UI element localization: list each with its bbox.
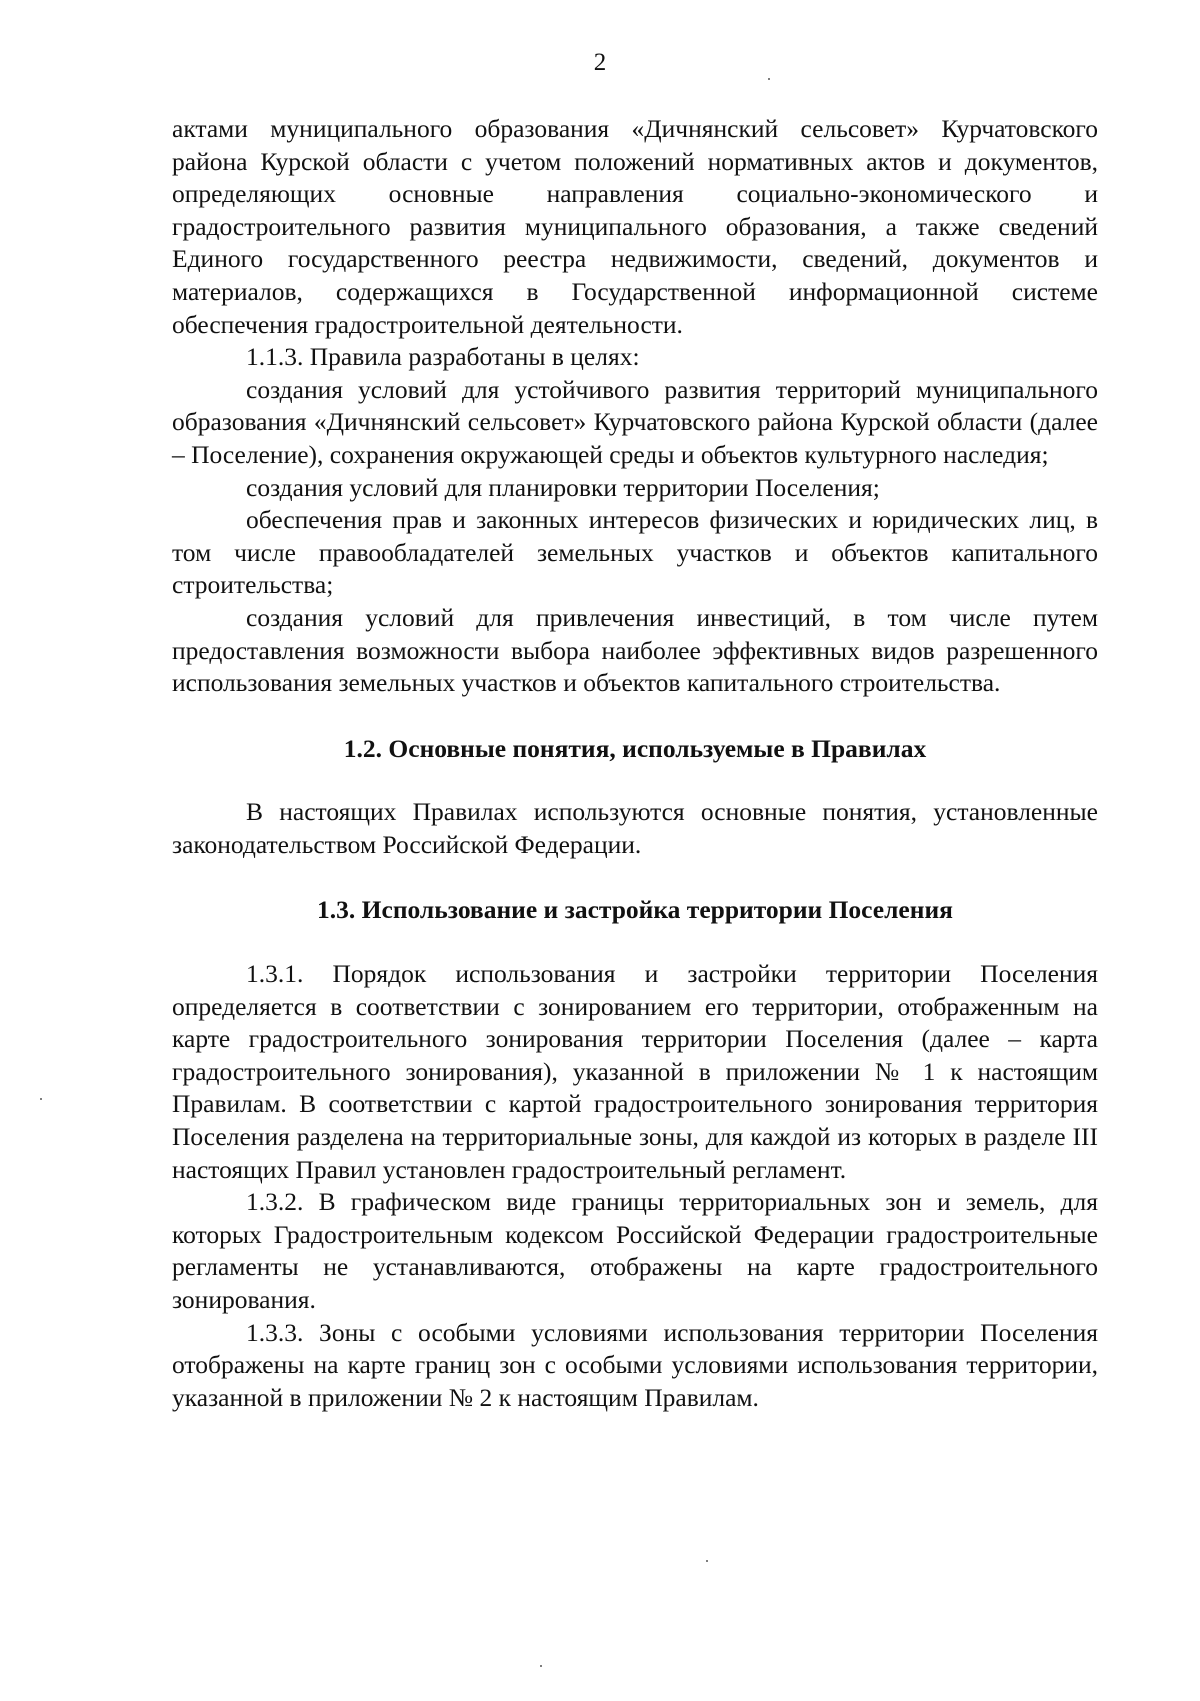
scan-speck	[768, 78, 770, 80]
section-spacer	[172, 927, 1098, 958]
goal-item: создания условий для планировки территории Поселения;	[246, 472, 880, 502]
clause-1-3-2: 1.3.2. В графическом виде границы территориальных зон и земель, для которых Градостроительным кодексом Российской Федерации градостроительные регламенты не устанавливаются, отображены на карте градостроительного зонирования.	[172, 1187, 1098, 1314]
scan-speck	[40, 1098, 42, 1100]
clause-1-3-1: 1.3.1. Порядок использования и застройки территории Поселения определяется в соответствии с зонированием его территории, отображенным на карте градостроительного зонирования территории Поселения (далее – карта градостроительного зонирования), указанной в приложении № 1 к настоящим Правилам. В соответствии с картой градостроительного зонирования территория Поселения разделена на территориальные зоны, для каждой из которых в разделе III настоящих Правил установлен градостроительный регламент.	[172, 959, 1098, 1184]
goal-item: создания условий для устойчивого развития территорий муниципального образования «Дичнянский сельсовет» Курчатовского района Курской области (далее – Поселение), сохранения окружающей среды и объектов культурного наследия;	[172, 374, 1098, 469]
clause-1-3-3: 1.3.3. Зоны с особыми условиями использования территории Поселения отображены на карте границ зон с особыми условиями использования территории, указанной в приложении № 2 к настоящим Правилам.	[172, 1317, 1098, 1412]
section-spacer	[172, 861, 1098, 894]
section-spacer	[172, 765, 1098, 796]
page-number: 2	[593, 49, 607, 76]
clause-1-1-3-lead: 1.1.3. Правила разработаны в целях:	[246, 342, 640, 372]
document-body	[172, 113, 1098, 1414]
goal-item: создания условий для привлечения инвестиций, в том числе путем предоставления возможности выбора наиболее эффективных видов разрешенного использования земельных участков и объектов капитального строительства.	[172, 602, 1098, 698]
goal-item: обеспечения прав и законных интересов физических и юридических лиц, в том числе правообладателей земельных участков и объектов капитального строительства;	[172, 505, 1098, 600]
section-1-2-heading: 1.2. Основные понятия, используемые в Правилах	[343, 733, 927, 763]
section-spacer	[172, 700, 1098, 733]
intro-paragraph: актами муниципального образования «Дичнянский сельсовет» Курчатовского района Курской области с учетом положений нормативных актов и документов, определяющих основные направления социально-экономического и градостроительного развития муниципального образования, а также сведений Единого государственного реестра недвижимости, сведений, документов и материалов, содержащихся в Государственной информационной системе обеспечения градостроительной деятельности.	[172, 114, 1098, 339]
section-1-3-heading: 1.3. Использование и застройка территории Поселения	[317, 895, 953, 925]
scan-speck	[706, 1560, 708, 1562]
scan-speck	[540, 1665, 542, 1667]
section-1-2-text: В настоящих Правилах используются основные понятия, установленные законодательством Российской Федерации.	[172, 797, 1098, 859]
